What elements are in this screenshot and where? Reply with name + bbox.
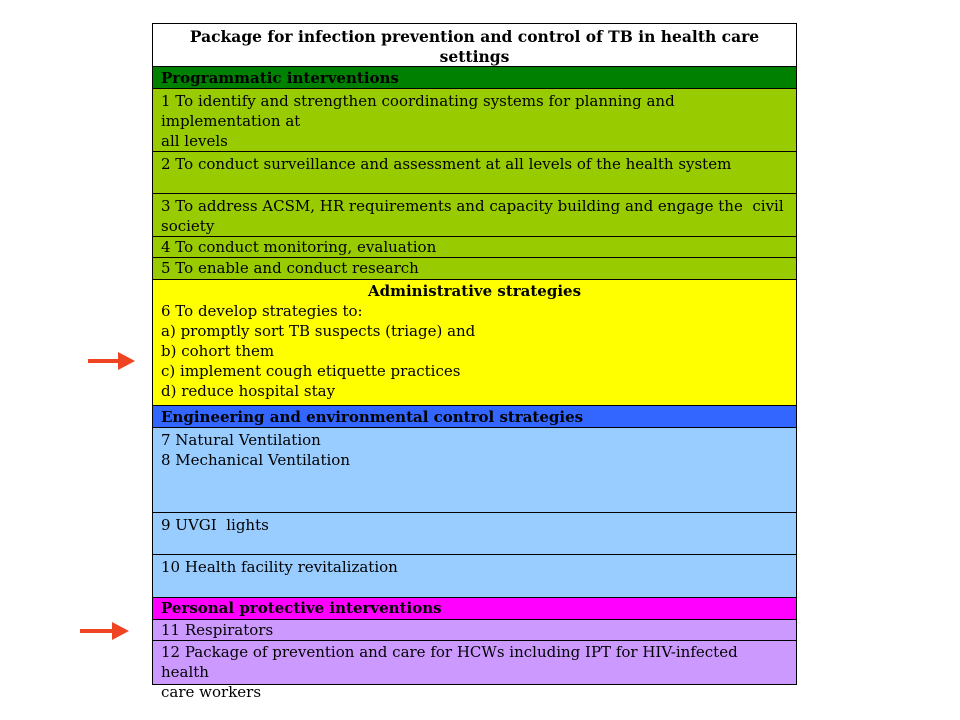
admin-line-6: 6 To develop strategies to: [161,302,363,320]
admin-line-a: a) promptly sort TB suspects (triage) and [161,322,476,340]
admin-line-b: b) cohort them [161,342,275,360]
section-header-engineering: Engineering and environmental control strategies [153,406,796,428]
administrative-section [153,280,796,406]
personal-row-12: 12 Package of prevention and care for HCWs including IPT for HIV-infected health care workers [153,641,796,684]
programmatic-row-2: 2 To conduct surveillance and assessment at all levels of the health system [153,152,796,194]
table-title: Package for infection prevention and control of TB in health care settings [153,24,796,67]
programmatic-row-1: 1 To identify and strengthen coordinating systems for planning and implementation at all levels [153,89,796,152]
section-header-administrative: Administrative strategies [367,282,582,300]
admin-line-d: d) reduce hospital stay [161,382,336,400]
section-header-personal: Personal protective interventions [153,598,796,620]
arrow-right-icon [88,350,136,372]
programmatic-row-3: 3 To address ACSM, HR requirements and capacity building and engage the civil society [153,194,796,237]
programmatic-row-5: 5 To enable and conduct research [153,258,796,280]
engineering-row-7-8: 7 Natural Ventilation 8 Mechanical Ventilation [153,428,796,513]
personal-row-11: 11 Respirators [153,620,796,641]
engineering-row-9: 9 UVGI lights [153,513,796,555]
engineering-row-10: 10 Health facility revitalization [153,555,796,598]
admin-line-c: c) implement cough etiquette practices [161,362,461,380]
section-header-programmatic: Programmatic interventions [153,67,796,89]
programmatic-row-4: 4 To conduct monitoring, evaluation [153,237,796,258]
ipc-package-table [152,23,797,701]
arrow-right-icon [80,620,130,642]
